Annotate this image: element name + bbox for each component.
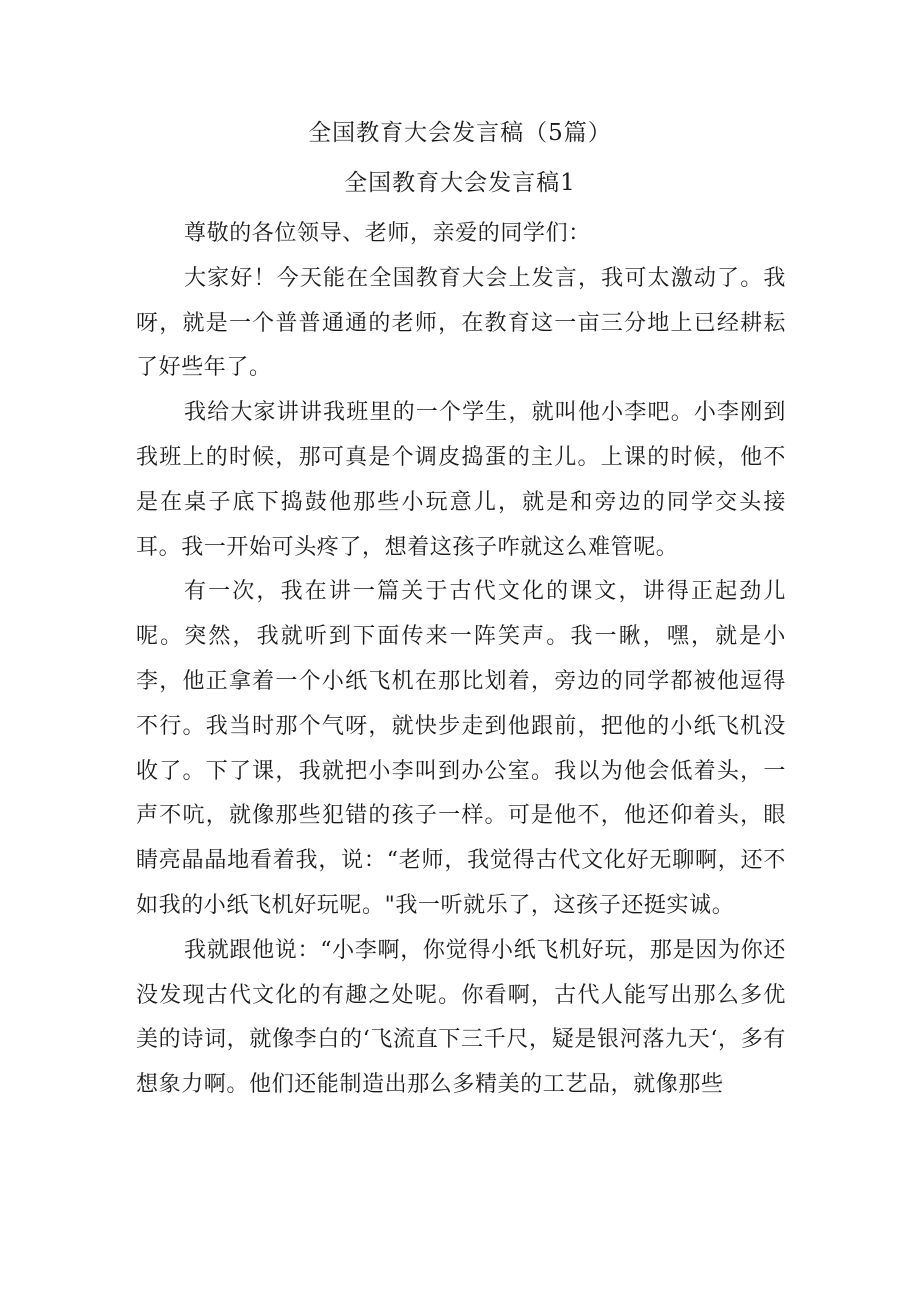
document-title: 全国教育大会发言稿（5篇） (308, 120, 612, 146)
paragraph-salutation: 尊敬的各位领导、老师，亲爱的同学们： (184, 221, 591, 246)
paragraph-3: 有一次，我在讲一篇关于古代文化的课文，讲得正起劲儿呢。突然，我就听到下面传来一阵笑声。我一瞅，嘿，就是小李，他正拿着一个小纸飞机在那比划着，旁边的同学都被他逗得不行。我当时那个气呀，就快步走到他跟前，把他的小纸飞机没收了。下了课，我就把小李叫到办公室。我以为他会低着头，一声不吭，就像那些犯错的孩子一样。可是他不，他还仰着头，眼睛亮晶晶地看着我，说：“老师，我觉得古代文化好无聊啊，还不如我的小纸飞机好玩呢。"我一听就乐了，这孩子还挺实诚。 (136, 579, 786, 918)
document-subtitle: 全国教育大会发言稿1 (344, 170, 576, 196)
paragraph-2: 我给大家讲讲我班里的一个学生，就叫他小李吧。小李刚到我班上的时候，那可真是个调皮捣蛋的主儿。上课的时候，他不是在桌子底下捣鼓他那些小玩意儿，就是和旁边的同学交头接耳。我一开始可头疼了，想着这孩子咋就这么难管呢。 (136, 400, 786, 560)
paragraph-4: 我就跟他说：“小李啊，你觉得小纸飞机好玩，那是因为你还没发现古代文化的有趣之处呢。你看啊，古代人能写出那么多优美的诗词，就像李白的‘飞流直下三千尺，疑是银河落九天‘，多有想象力啊。他们还能制造出那么多精美的工艺品，就像那些 (136, 937, 786, 1098)
document-body (136, 212, 786, 1108)
paragraph-1: 大家好！今天能在全国教育大会上发言，我可太激动了。我呀，就是一个普普通通的老师，在教育这一亩三分地上已经耕耘了好些年了。 (136, 265, 786, 381)
